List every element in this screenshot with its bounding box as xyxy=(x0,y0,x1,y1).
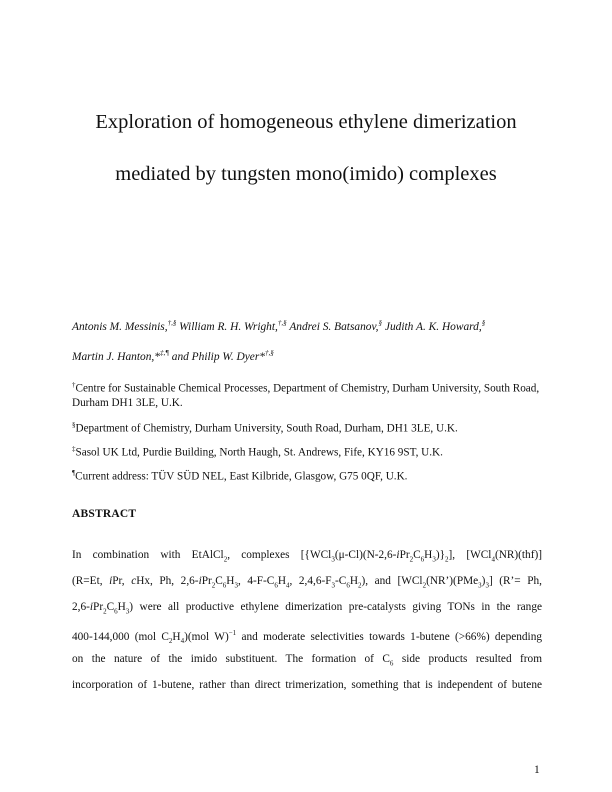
affiliation-csc xyxy=(72,378,542,411)
author-messinis: Antonis M. Messinis, xyxy=(72,320,168,333)
affiliation-text: Current address: TÜV SÜD NEL, East Kilbride, Glasgow, G75 0QF, U.K. xyxy=(75,470,408,483)
paper-title-line-1: Exploration of homogeneous ethylene dimerization xyxy=(95,111,517,133)
abstract-line-1: In combination with EtAlCl$_2$, complexes $[\{WCl_3(\mu-Cl)(N-2,6-iPr_2C_6H_3)\}_2]$, [WCl$_4$(NR)(thf)] xyxy=(72,549,542,564)
affiliation-text: Centre for Sustainable Chemical Processes, Department of Chemistry, Durham University, South Road, Durham DH1 3LE, U.K. xyxy=(72,382,540,410)
author-howard: Judith A. K. Howard, xyxy=(384,320,482,333)
author-list xyxy=(72,316,552,364)
author-messinis-marks: †,§ xyxy=(167,319,177,327)
affiliation-chemistry xyxy=(72,418,542,436)
affiliation-mark: ‡ xyxy=(72,445,76,453)
abstract-line-5: on the nature of the imido substituent. The formation of $C_6$ side products resulted from xyxy=(72,653,542,668)
author-dyer-marks: †,§ xyxy=(264,348,274,357)
author-howard-marks: § xyxy=(481,319,486,327)
abstract-heading: ABSTRACT xyxy=(72,508,137,520)
affiliation-mark: § xyxy=(72,421,76,429)
affiliation-text: Department of Chemistry, Durham University, South Road, Durham, DH1 3LE, U.K. xyxy=(75,422,458,435)
abstract-line-6: incorporation of 1-butene, rather than direct trimerization, something that is independent of butene xyxy=(72,679,542,691)
affiliation-mark: ¶ xyxy=(72,469,76,477)
affiliation-text: Sasol UK Ltd, Purdie Building, North Haugh, St. Andrews, Fife, KY16 9ST, U.K. xyxy=(75,446,443,459)
author-wright: William R. H. Wright, xyxy=(179,320,278,333)
author-batsanov: Andrei S. Batsanov, xyxy=(289,320,379,333)
author-batsanov-marks: § xyxy=(378,319,383,327)
abstract-line-2: (R=Et, iPr, cHx, Ph, $2,6-iPr_2C_6H_3$, $4-F-C_6H_4$, $2,4,6-F_3-C_6H_2$), and $[WCl_2(NR’)(PMe_3)_3]$ (R’= Ph, xyxy=(72,575,542,590)
author-line-1 xyxy=(72,316,552,334)
author-wright-marks: †,§ xyxy=(277,319,287,327)
paper-title-line-2: mediated by tungsten mono(imido) complexes xyxy=(115,163,497,185)
abstract-line-3: $2,6-iPr_2C_6H_3$) were all productive ethylene dimerization pre-catalysts giving TONs in the range xyxy=(72,601,542,616)
author-hanton-marks: ‡,¶ xyxy=(159,348,169,357)
affiliation-current-address xyxy=(72,466,542,484)
author-hanton: Martin J. Hanton,* xyxy=(72,350,160,363)
abstract-line-4: 400-144,000 (mol $C_2H_4)(mol$ W)$^{-1}$ and moderate selectivities towards 1-butene (>66%) depending xyxy=(72,629,542,646)
author-line-2 xyxy=(72,346,552,364)
affiliation-sasol xyxy=(72,442,542,460)
author-dyer: and Philip W. Dyer* xyxy=(171,350,265,363)
affiliation-mark: † xyxy=(72,381,76,389)
page-number: 1 xyxy=(534,764,540,776)
